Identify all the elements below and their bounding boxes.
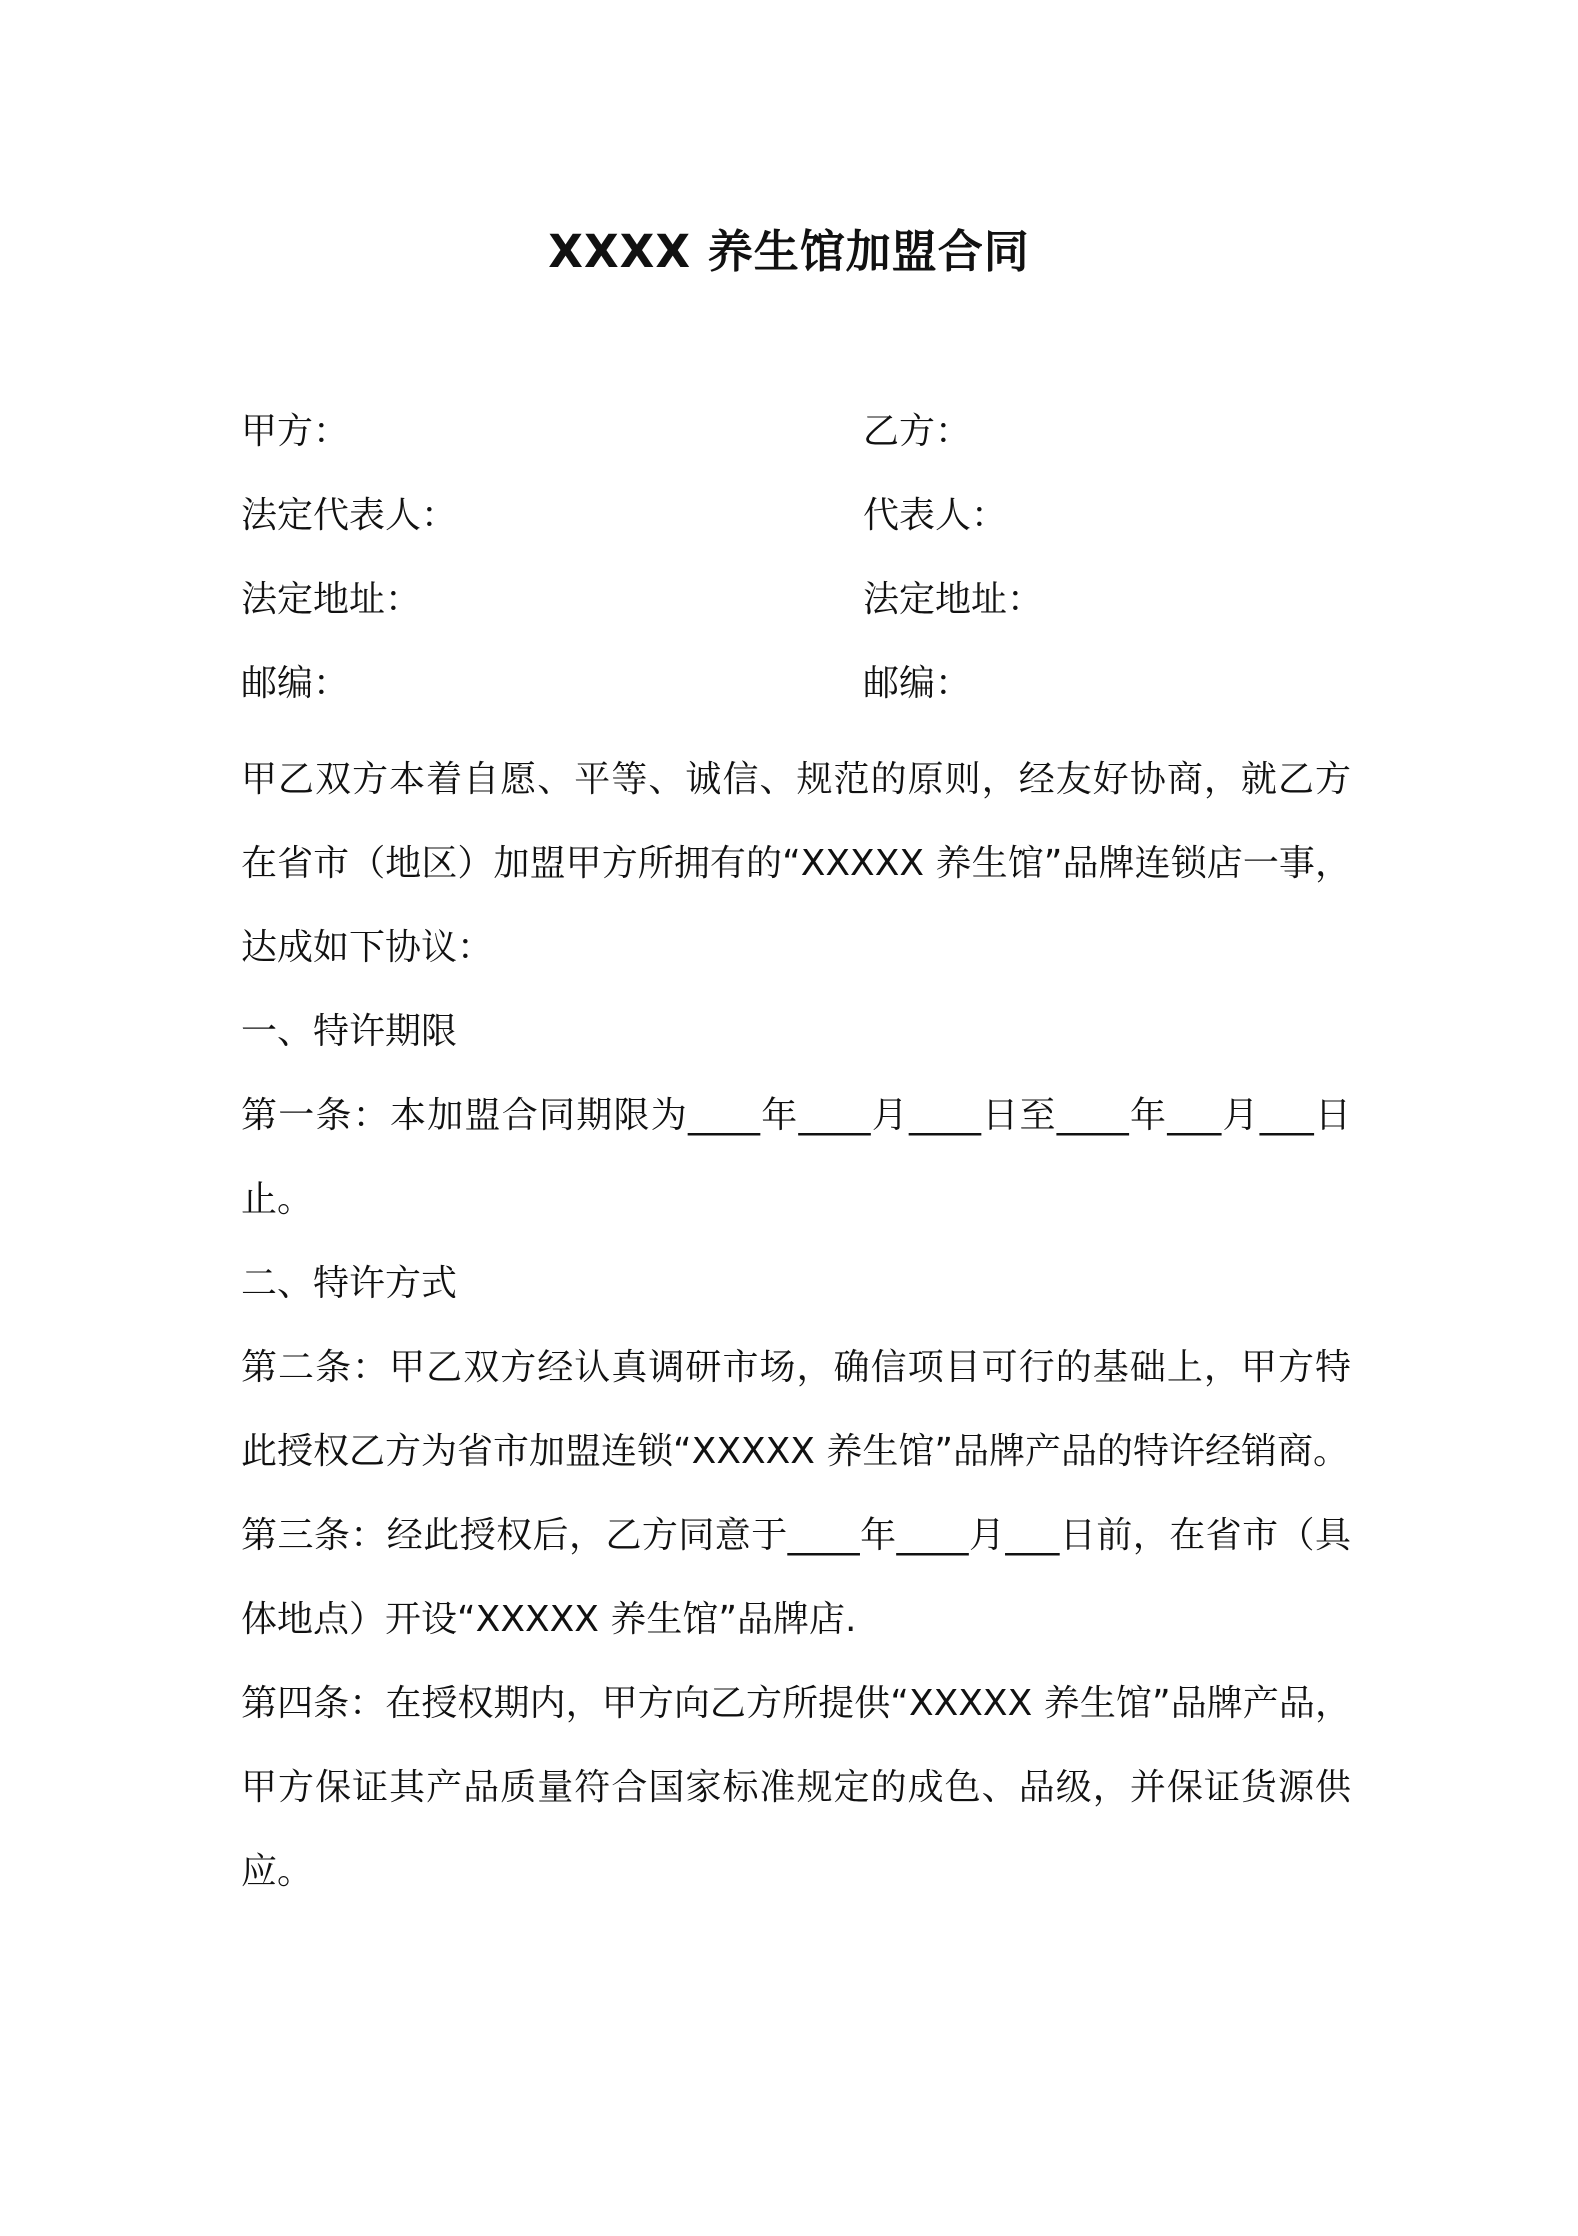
document-title: XXXX 养生馆加盟合同: [548, 225, 1030, 278]
party-row: [241, 654, 1351, 738]
party-b-label: 乙方：: [863, 411, 972, 452]
article-4-paragraph: 第四条：在授权期内，甲方向乙方所提供“XXXXX 养生馆”品牌产品，甲方保证其产品质量符合国家标准规定的成色、品级，并保证货源供应。: [241, 1683, 1351, 1892]
party-row: [241, 570, 1351, 654]
article-1-paragraph: 第一条：本加盟合同期限为____年____月____日至____年___月___日止。: [241, 1095, 1351, 1220]
party-a-label: 甲方：: [241, 411, 350, 452]
party-b-representative-label: 代表人：: [863, 495, 1008, 536]
section-heading-term: 一、特许期限: [241, 1011, 458, 1052]
article-2-paragraph: 第二条：甲乙双方经认真调研市场，确信项目可行的基础上，甲方特此授权乙方为省市加盟连锁“XXXXX 养生馆”品牌产品的特许经销商。: [241, 1347, 1351, 1472]
party-b-address-label: 法定地址：: [863, 579, 1044, 620]
party-a-representative-label: 法定代表人：: [241, 495, 458, 536]
party-b-postcode-label: 邮编：: [863, 663, 972, 704]
contract-body: [241, 738, 1351, 1914]
party-a-postcode-label: 邮编：: [241, 663, 350, 704]
section-heading-method: 二、特许方式: [241, 1263, 458, 1304]
party-row: [241, 402, 1351, 486]
article-3-paragraph: 第三条：经此授权后，乙方同意于____年____月___日前，在省市（具体地点）开设“XXXXX 养生馆”品牌店.: [241, 1515, 1351, 1640]
party-a-address-label: 法定地址：: [241, 579, 422, 620]
party-row: [241, 486, 1351, 570]
party-info-block: [241, 402, 1351, 738]
preamble-paragraph: 甲乙双方本着自愿、平等、诚信、规范的原则，经友好协商，就乙方在省市（地区）加盟甲方所拥有的“XXXXX 养生馆”品牌连锁店一事，达成如下协议：: [241, 759, 1351, 968]
